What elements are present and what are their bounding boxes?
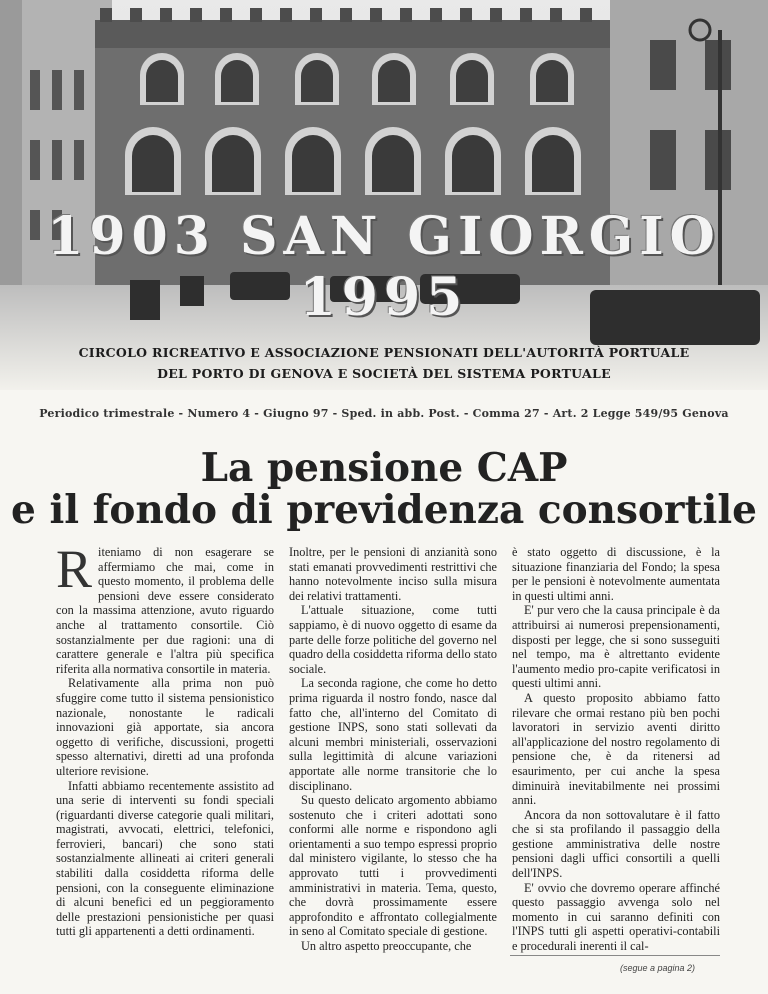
article-column-2 xyxy=(289,545,497,954)
paragraph: Infatti abbiamo recentemente assistito ad una serie di interventi su fondi speciali (riguardanti diverse categorie quali militari, magistrati, avvocati, elettrici, telefonici, ferrovieri, bancari) che sono stati sostanzialmente allineati ai criteri generali stabiliti dalla cosiddetta riforma delle pensioni, con la conseguente eliminazione di alcuni benefici ed un peggioramento delle prestazioni pensionistiche per quasi tutti gli appartenenti a detti ordinamenti. xyxy=(56,778,274,939)
paragraph: Ancora da non sottovalutare è il fatto che si sta profilando il passaggio della gestione amministrativa delle nostre pensioni dagli uffici consortili a quelli dell'INPS. xyxy=(512,807,720,881)
masthead-years-title: 1903 SAN GIORGIO 1995 xyxy=(47,206,721,328)
article-title-line-2: e il fondo di previdenza consortile xyxy=(11,487,757,533)
paragraph: Su questo delicato argomento abbiamo sostenuto che i criteri adottati sono conformi alle norme e rispondono agli orientamenti a suo tempo espressi proprio dal ministero vigilante, lo stesso che ha approvato tutti i provvedimenti amministrativi in materia. Tema, questo, che dovrà prossimamente essere approfondito e affrontato collegialmente in seno al Comitato speciale di gestione. xyxy=(289,793,497,939)
paragraph: è stato oggetto di discussione, è la situazione finanziaria del Fondo; la spesa per le pensioni è notevolmente aumentata in questi ultimi anni. xyxy=(512,545,720,603)
divider xyxy=(510,955,720,956)
article-column-3 xyxy=(512,545,720,954)
paragraph: Inoltre, per le pensioni di anzianità sono stati emanati provvedimenti restrittivi che hanno notevolmente inciso sulla misura dei relativi trattamenti. xyxy=(289,545,497,603)
paragraph xyxy=(56,539,274,676)
paragraph: La seconda ragione, che come ho detto prima riguarda il nostro fondo, nasce dal fatto che, all'interno del Comitato di gestione INPS, sono stati sollevati da alcuni membri ministeriali, osservazioni sulla legittimità di alcune variazioni apportate alle norme transitorie che lo disciplinano. xyxy=(289,676,497,793)
organization-line-1: CIRCOLO RICREATIVO E ASSOCIAZIONE PENSIONATI DELL'AUTORITÀ PORTUALE xyxy=(78,345,690,360)
continued-note: (segue a pagina 2) xyxy=(620,963,696,973)
article-column-1 xyxy=(56,539,274,939)
paragraph-text: iteniamo di non esagerare se affermiamo che mai, come in questo momento, il problema delle pensioni deve essere considerato con la massima attenzione, avuto riguardo anche al trattamento consortile. Ciò sostanzialmente per due ragioni: una di carattere generale e l'altra più specifica riferita alla normativa consortile in materia. xyxy=(56,545,274,676)
paragraph: Un altro aspetto preoccupante, che xyxy=(301,939,472,954)
article-title-line-1: La pensione CAP xyxy=(200,445,568,491)
paragraph: E' ovvio che dovremo operare affinché questo passaggio avvenga solo nel momento in cui saranno definiti con l'INPS tutti gli aspetti operativi-contabili e procedurali inerenti il cal- xyxy=(512,880,720,954)
paragraph: A questo proposito abbiamo fatto rilevare che ormai restano più ben pochi lavoratori in servizio aventi diritto all'applicazione del nostro regolamento di pensione che, è da ritenersi ad esaurimento, per cui anche la spesa diminuirà inevitabilmente nei prossimi anni. xyxy=(512,690,720,808)
paragraph: L'attuale situazione, come tutti sappiamo, è di nuovo oggetto di esame da parte delle forze politiche del governo nel quadro della cosiddetta riforma dello stato sociale. xyxy=(289,603,497,676)
organization-line-2: DEL PORTO DI GENOVA E SOCIETÀ DEL SISTEMA PORTUALE xyxy=(157,366,611,381)
masthead-photo xyxy=(0,0,768,390)
drop-cap: R xyxy=(56,539,93,599)
palazzo-san-giorgio-photo xyxy=(0,0,768,390)
periodical-info: Periodico trimestrale - Numero 4 - Giugno 97 - Sped. in abb. Post. - Comma 27 - Art. 2 Legge 549/95 Genova xyxy=(39,407,729,420)
paragraph: E' pur vero che la causa principale è da attribuirsi ai numerosi prepensionamenti, disposti per legge, che si sono susseguiti nel tempo, ma è altrettanto evidente l'aumento medio pro-capite verificatosi in questi ultimi anni. xyxy=(512,603,720,691)
paragraph: Relativamente alla prima non può sfuggire come tutto il sistema pensionistico nazionale, nonostante le radicali innovazioni già apportate, sia ancora oggetto di verifiche, discussioni, progetti spesso alternativi, diretti ad una profonda ulteriore revisione. xyxy=(56,676,274,778)
